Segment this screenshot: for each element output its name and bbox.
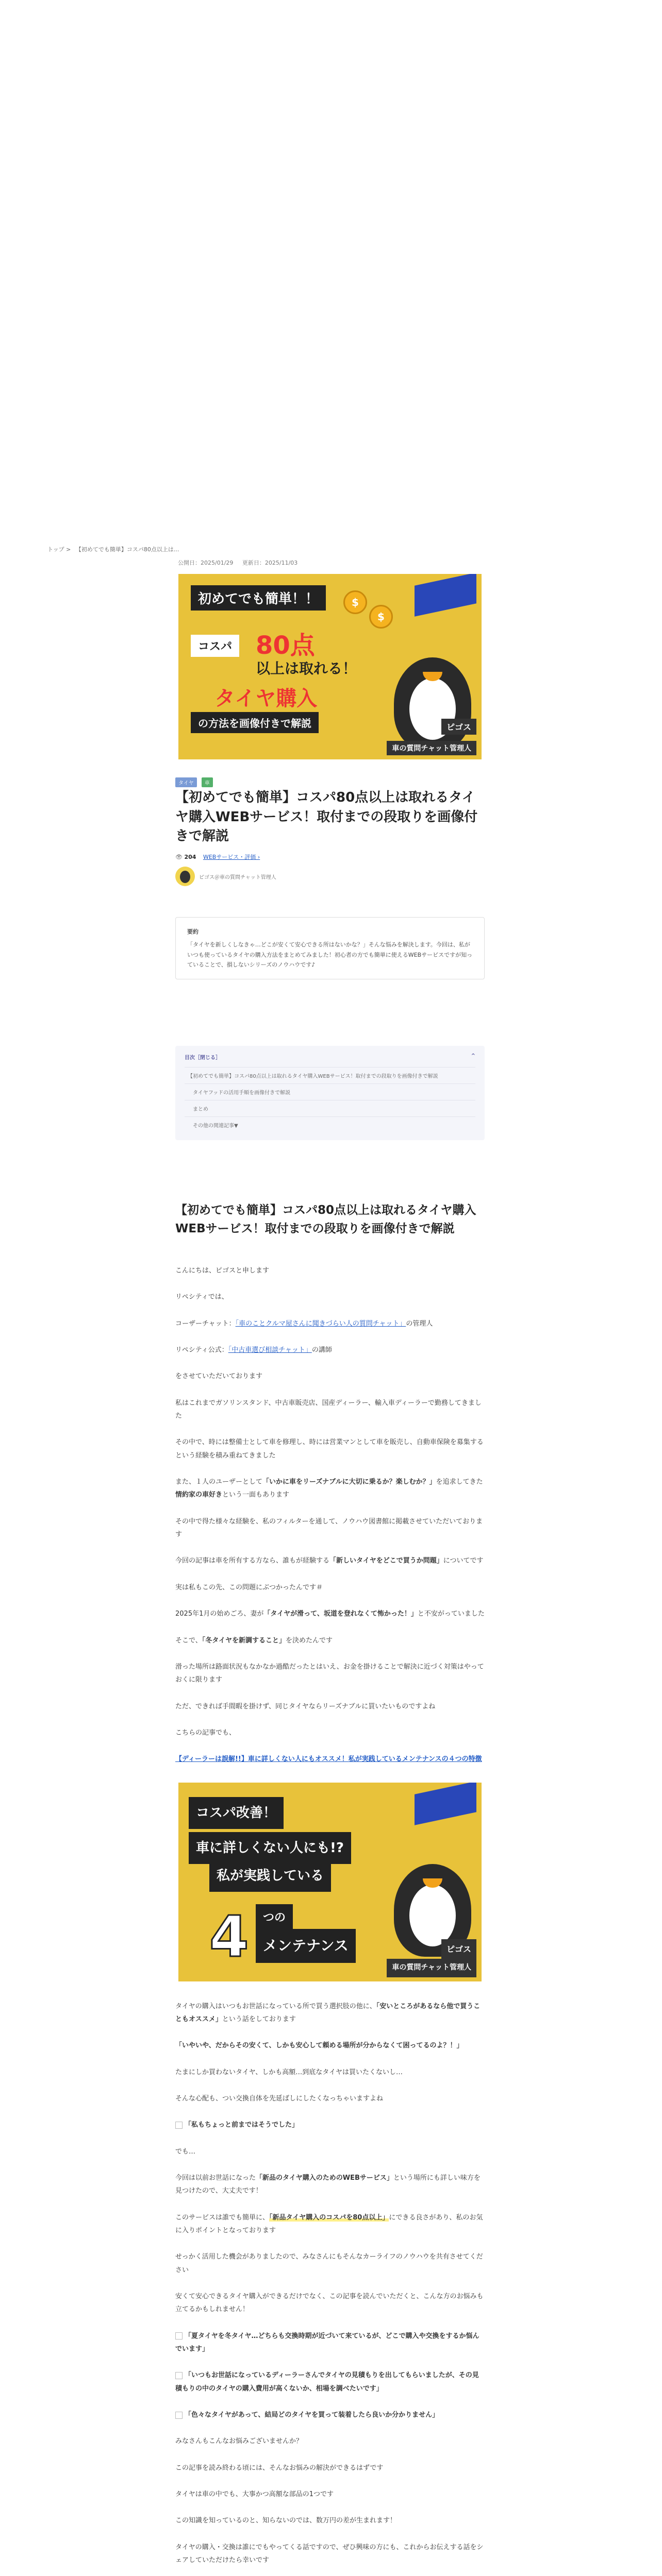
article-title: 【初めてでも簡単】コスパ80点以上は取れるタイヤ購入WEBサービス！取付までの段取りを画像付きで解説 xyxy=(175,790,478,844)
hero-line5: タイヤ購入 xyxy=(214,687,318,710)
paragraph: みなさんもこんなお悩みございませんか？ xyxy=(175,2437,303,2446)
paragraph: タイヤの購入・交換は誰にでもやってくる話ですので、ぜひ興味の方にも、これからお伝えする話をシェアしていただけたら幸いです xyxy=(175,2543,484,2565)
table-of-contents xyxy=(175,1046,485,1140)
breadcrumb xyxy=(47,545,182,553)
banner2-brand-sub: 車の質問チャット管理人 xyxy=(387,1959,476,1977)
banner2-line4: つの xyxy=(256,1904,293,1933)
paragraph: この記事を読み終わる頃には、そんなお悩みの解決ができるはずです xyxy=(175,2464,384,2472)
banner2-line2: 車に詳しくない人にも!? xyxy=(189,1832,351,1865)
hero-brand-sub: 車の質問チャット管理人 xyxy=(387,741,476,755)
paragraph: こんにちは、ピゴスと申します xyxy=(175,1267,270,1275)
hero-banner xyxy=(175,571,485,762)
chat-link[interactable]: 「車のことクルマ屋さんに聞きづらい人の質問チャット」 xyxy=(235,1319,406,1328)
author xyxy=(175,867,485,886)
paragraph: タイヤの購入はいつもお世話になっている所で買う選択肢の他に、「安いところがあるなら他で買うこともオススメ」という話をしております xyxy=(175,2002,481,2023)
category-badge[interactable]: タイヤ xyxy=(175,777,197,787)
breadcrumb-current: 【初めてでも簡単】コスパ80点以上は... xyxy=(75,546,179,553)
published-date: 公開日：2025/01/29 xyxy=(178,560,234,566)
hero-line2: コスパ xyxy=(191,635,239,657)
paragraph: こちらの記事でも、 xyxy=(175,1728,236,1737)
paragraph: タイヤは車の中でも、大事かつ高額な部品の1つです xyxy=(175,2490,334,2499)
paragraph: そこで、「冬タイヤを新調すること」を決めたんです xyxy=(175,1636,333,1645)
hero-line1: 初めてでも簡単！！ xyxy=(191,585,326,611)
banner2-line5: メンテナンス xyxy=(256,1929,356,1963)
toc-item[interactable]: タイヤフッドの活用手順を画像付きで解説 xyxy=(185,1083,475,1100)
hero-image xyxy=(175,571,485,762)
graduation-cap-icon xyxy=(415,1781,476,1825)
paragraph: この知識を知っているのと、知らないのでは、数万円の差が生まれます！ xyxy=(175,2517,397,2525)
paragraph: 今回の記事は車を所有する方なら、誰もが経験する「新しいタイヤをどこで買うか問題」についてです xyxy=(175,1557,484,1565)
article-badges xyxy=(175,777,485,787)
paragraph: リペシティでは、 xyxy=(175,1293,228,1301)
summary-box xyxy=(175,917,485,979)
paragraph: その中で、時には整備士として車を修理し、時には営業マンとして車を販売し、自動車保険を募集するという経験を積み重ねてきました xyxy=(175,1438,484,1460)
review-link[interactable]: WEBサービス・評価 › xyxy=(203,854,260,860)
paragraph: コーザーチャット：「車のことクルマ屋さんに聞きづらい人の質問チャット」の管理人 xyxy=(175,1319,433,1328)
coin-icon: $ xyxy=(343,590,367,614)
speech-icon xyxy=(175,2332,183,2340)
paragraph: 私はこれまでガソリンスタンド、中古車販売店、国産ディーラー、輸入車ディーラーで勤務してきました xyxy=(175,1399,482,1420)
paragraph: そんな心配も、つい交換自体を先延ばしにしたくなっちゃいますよね xyxy=(175,2094,384,2103)
toc-item[interactable]: その他の関連記事▼ xyxy=(185,1116,475,1133)
paragraph: をさせていただいております xyxy=(175,1372,263,1381)
paragraph: 「色々なタイヤがあって、結局どのタイヤを買って装着したら良いか分かりません」 xyxy=(175,2409,485,2421)
toc-item[interactable]: 【初めてでも簡単】コスパ80点以上は取れるタイヤ購入WEBサービス！取付までの段取りを画像付きで解説 xyxy=(185,1067,475,1083)
hero-line3: 80点 xyxy=(256,631,315,660)
paragraph: このサービスは誰でも簡単に、「新品タイヤ購入のコスパを80点以上」にできる良さがあり、私のお気に入りポイントとなっております xyxy=(175,2213,483,2234)
page-top-whitespace xyxy=(0,0,662,541)
paragraph: また、１人のユーザーとして「いかに車をリーズナブルに大切に乗るか？楽しむか？」を追求してきた情約家の車好きという一面もあります xyxy=(175,1478,483,1499)
tag-badge[interactable]: 車 xyxy=(202,777,213,787)
maintenance-article-link[interactable]: 【ディーラーは誤解!!】車に詳しくない人にもオススメ！私が実践しているメンテナンスの４つの特徴 xyxy=(175,1755,482,1764)
paragraph: 実は私もこの先、この問題にぶつかったんです＃ xyxy=(175,1583,323,1591)
paragraph: 「いやいや、だからその安くて、しかも安心して頼める場所が分からなくて困ってるのよ？！」 xyxy=(175,2042,464,2050)
breadcrumb-home[interactable]: トップ xyxy=(47,546,64,553)
maintenance-banner[interactable] xyxy=(175,1780,485,1985)
penguin-mascot-icon xyxy=(394,657,471,750)
paragraph: リペシティ公式：「中古車選び相談チャット」の講師 xyxy=(175,1346,332,1354)
paragraph: その中で得た様々な経験を、私のフィルターを通して、ノウハウ図書館に掲載させていただいております xyxy=(175,1517,483,1539)
article-body xyxy=(175,1264,485,2576)
summary-heading: 要約 xyxy=(187,928,198,935)
updated-date: 更新日：2025/11/03 xyxy=(242,560,298,566)
paragraph xyxy=(175,1753,485,1766)
paragraph: 2025年1月の始めごろ、妻が「タイヤが滑って、坂道を登れなくて怖かった！」と不安がっていました xyxy=(175,1610,485,1618)
hero-brand: ピゴス xyxy=(441,719,476,735)
paragraph: ただ、できれば手間暇を掛けず、同じタイヤならリーズナブルに買いたいものですよね xyxy=(175,1702,436,1710)
speech-icon xyxy=(175,2412,183,2419)
speech-icon xyxy=(175,2122,183,2129)
view-count: 204 xyxy=(184,854,196,860)
paragraph: でも… xyxy=(175,2147,196,2156)
paragraph: 「夏タイヤを冬タイヤ…どちらも交換時期が近づいて来ているが、どこで購入や交換をするか悩んでいます」 xyxy=(175,2332,479,2353)
author-name[interactable]: ピゴス＠車の質問チャット管理人 xyxy=(199,874,276,880)
paragraph: たまにしか買わないタイヤ、しかも高額…到底なタイヤは買いたくないし… xyxy=(175,2068,403,2076)
consult-link[interactable]: 「中古車選び相談チャット」 xyxy=(228,1346,312,1354)
banner2-brand: ピゴス xyxy=(441,1939,476,1959)
article-meta xyxy=(175,853,485,861)
paragraph: せっかく活用した機会がありましたので、みなさんにもそんなカーライフのノウハウを共有させてください xyxy=(175,2253,483,2274)
toc-item[interactable]: まとめ xyxy=(185,1100,475,1116)
paragraph: 今回は以前お世話になった「新品のタイヤ購入のためのWEBサービス」という場所にも詳しい味方を見つけたので、大丈夫です！ xyxy=(175,2174,481,2195)
toc-heading[interactable]: 目次［閉じる］ xyxy=(185,1055,221,1061)
speech-icon xyxy=(175,2372,183,2379)
section-heading: 【初めてでも簡単】コスパ80点以上は取れるタイヤ購入WEBサービス！取付までの段取りを画像付きで解説 xyxy=(175,1204,476,1235)
hero-line6: の方法を画像付きで解説 xyxy=(191,712,319,733)
banner2-line1: コスパ改善！ xyxy=(189,1797,284,1829)
chevron-up-icon[interactable]: ^ xyxy=(471,1053,475,1059)
graduation-cap-icon xyxy=(415,572,476,617)
paragraph: 「私もちょっと前まではそうでした」 xyxy=(175,2119,485,2131)
coin-icon: $ xyxy=(369,605,393,629)
avatar[interactable] xyxy=(175,867,195,886)
paragraph: 安くて安心できるタイヤ購入ができるだけでなく、この記事を読んでいただくと、こんな方のお悩みも立てるかもしれません！ xyxy=(175,2293,484,2314)
summary-text: 「タイヤを新しくしなきゃ…どこが安くて安心できる所はないかな？」そんな悩みを解決します。今回は、私がいつも使っているタイヤの購入方法をまとめてみました！初心者の方でも簡単に使えるWEBサービスですが知っていることで、損しないシリーズのノウハウです♪ xyxy=(187,941,473,968)
banner2-line3: 私が実践している xyxy=(209,1860,331,1892)
paragraph: 「いつもお世話になっているディーラーさんでタイヤの見積もりを出してもらいましたが、その見積もりの中のタイヤの購入費用が高くないか、相場を調べたいです」 xyxy=(175,2371,479,2393)
eye-icon: 👁 xyxy=(175,854,183,860)
article-dates xyxy=(178,558,305,567)
hero-line4: 以上は取れる！ xyxy=(256,660,357,677)
banner2-number: 4 xyxy=(209,1903,249,1970)
paragraph: 滑った場所は路面状況もなかなか過酷だったとはいえ、お金を掛けることで解決に近づく対策はやっておくに限ります xyxy=(175,1663,484,1684)
breadcrumb-separator: > xyxy=(66,546,71,553)
